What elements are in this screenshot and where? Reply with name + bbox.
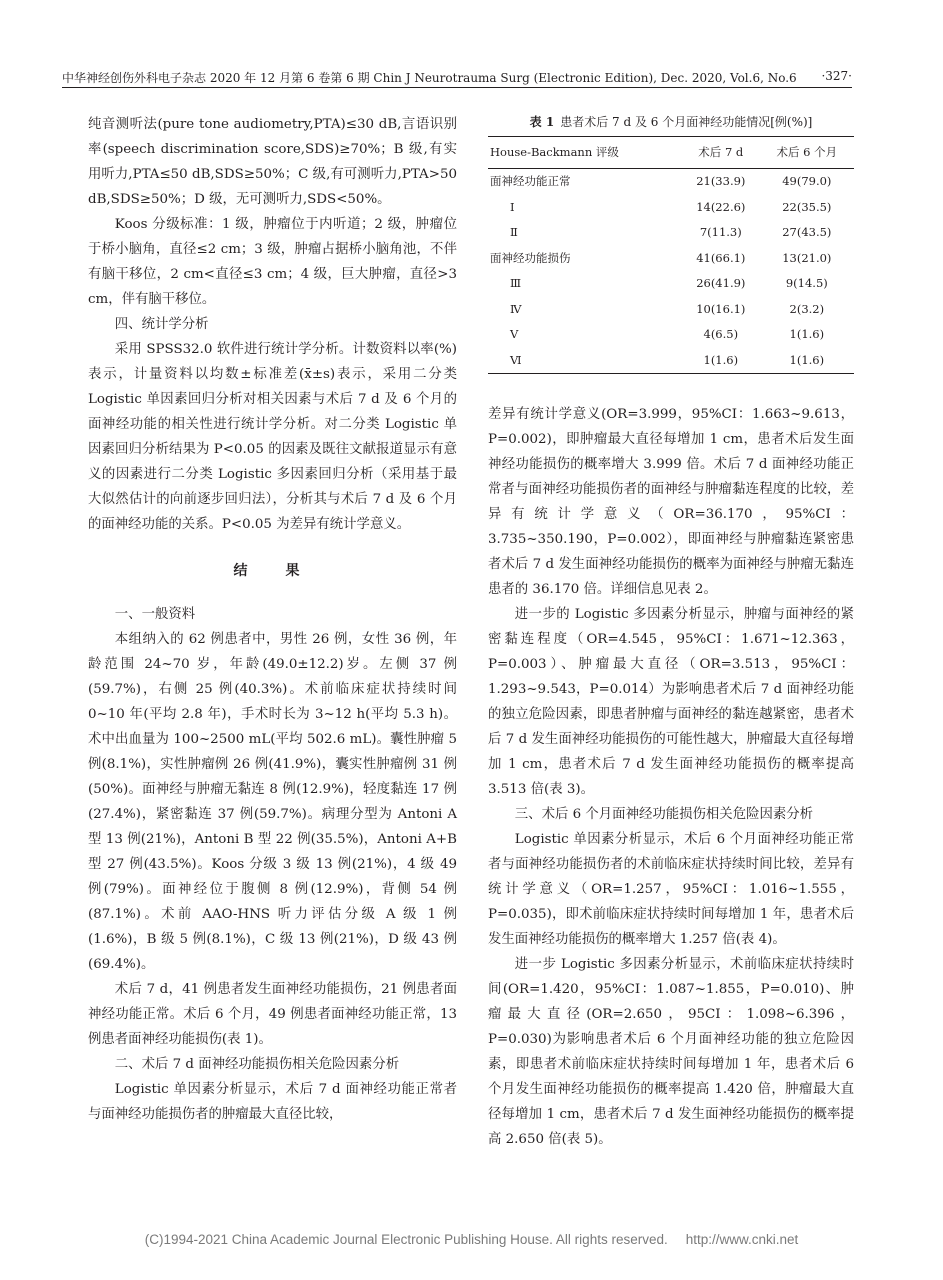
table-cell: 14(22.6) [696,199,746,214]
table-row [488,195,854,221]
right-column [488,112,854,1152]
table-cell: 41(66.1) [696,250,746,265]
table-cell: 26(41.9) [696,276,746,291]
table-label: 表 1 [529,115,555,129]
table-row [488,297,854,323]
table-header-row [488,137,854,169]
table-spacer [488,374,854,402]
table-cell: 21(33.9) [696,174,746,189]
table-cell: Ⅱ [510,225,518,240]
general-paragraph: 本组纳入的 62 例患者中，男性 26 例，女性 36 例，年龄范围 24~70 岁，年龄(49.0±12.2)岁。左侧 37 例(59.7%)，右侧 25 例(40.3%)。术前临床症状持续时间 0~10 年(平均 2.8 年)，手术时长为 3~12 h(平均 5.3 h)。术中出血量为 100~2500 mL(平均 502.6 mL)。囊性肿瘤 5 例(8.1%)，实性肿瘤例 26 例(41.9%)，囊实性肿瘤例 31 例 (50%)。面神经与肿瘤无黏连 8 例(12.9%)，轻度黏连 17 例 (27.4%)，紧密黏连 37 例(59.7%)。病理分型为 Antoni A 型 13 例(21%)，Antoni B 型 22 例(35.5%)，Antoni A+B 型 27 例(43.5%)。Koos 分级 3 级 13 例(21%)，4 级 49 例(79%)。面神经位于腹侧 8 例(12.9%)，背侧 54 例(87.1%)。术前 AAO-HNS 听力评估分级 A 级 1 例(1.6%)，B 级 5 例(8.1%)，C 级 13 例(21%)，D 级 43 例(69.4%)。 [88,632,457,972]
table-cell: Ⅲ [510,276,522,291]
table-cell: Ⅵ [488,348,682,374]
risk-6m-heading: 三、术后 6 个月面神经功能损伤相关危险因素分析 [514,807,814,822]
table-cell: 27(43.5) [782,225,832,240]
table-cell: Ⅳ [510,301,522,316]
copyright-text: (C)1994-2021 China Academic Journal Electronic Publishing House. All rights reserved. [144,1232,668,1247]
table-header: 术后 6 个月 [760,137,854,169]
table-row [488,271,854,297]
results-heading: 结 果 [233,563,312,579]
running-header [62,66,852,88]
table-cell: 9(14.5) [785,276,828,291]
table-title: 患者术后 7 d 及 6 个月面神经功能情况[例(%)] [560,115,813,129]
table-cell: 10(16.1) [696,301,746,316]
koos-paragraph: Koos 分级标准：1 级，肿瘤位于内听道；2 级，肿瘤位于桥小脑角，直径≤2 cm；3 级，肿瘤占据桥小脑角池，不伴有脑干移位，2 cm<直径≤3 cm；4 级，巨大肿瘤，直径>3 cm，伴有脑干移位。 [88,217,457,307]
table-row [488,348,854,374]
table-header: 术后 7 d [682,137,760,169]
hearing-grade-paragraph: 纯音测听法(pure tone audiometry,PTA)≤30 dB,言语识别率(speech discrimination score,SDS)≥70%；B 级,有实用听力,PTA≤50 dB,SDS≥50%；C 级,有可测听力,PTA>50 dB,SDS≥50%；D 级，无可测听力,SDS<50%。 [88,117,457,207]
table-cell: Ⅴ [510,327,519,342]
page-number: ·327· [821,69,852,83]
table-cell: Ⅰ [510,199,515,214]
header-rule [62,87,852,88]
facial-function-table [488,136,854,374]
table-cell: 1(1.6) [760,348,854,374]
univariate-6m-paragraph: Logistic 单因素分析显示，术后 6 个月面神经功能正常者与面神经功能损伤者的术前临床症状持续时间比较，差异有统计学意义（OR=1.257，95%CI：1.016~1.555，P=0.035)，即术前临床症状持续时间每增加 1 年，患者术后发生面神经功能损伤的概率增大 1.257 倍(表 4)。 [488,832,854,947]
table-row [488,246,854,272]
stats-heading: 四、统计学分析 [114,317,209,332]
table-cell: 2(3.2) [789,301,825,316]
table-cell: 1(1.6) [789,327,825,342]
table-cell: 13(21.0) [782,250,832,265]
table-header: House-Backmann 评级 [488,137,682,169]
table-row [488,322,854,348]
table-row [488,220,854,246]
multivariate-6m-paragraph: 进一步 Logistic 多因素分析显示，术前临床症状持续时间(OR=1.420，95%CI：1.087~1.855，P=0.010)、肿瘤最大直径(OR=2.650，95CI：1.098~6.396，P=0.030)为影响患者术后 6 个月面神经功能的独立危险因素，即患者术前临床症状持续时间每增加 1 年，患者术后 6 个月发生面神经功能损伤的概率提高 1.420 倍，肿瘤最大直径每增加 1 cm，患者术后 7 d 发生面神经功能损伤的概率提高 2.650 倍(表 5)。 [488,957,854,1147]
general-heading: 一、一般资料 [114,607,196,622]
journal-citation: 中华神经创伤外科电子杂志 2020 年 12 月第 6 卷第 6 期 Chin J Neurotrauma Surg (Electronic Edition), Dec. 2020, Vol.6, No.6 [62,71,797,85]
multivariate-7d-paragraph: 进一步的 Logistic 多因素分析显示，肿瘤与面神经的紧密黏连程度（OR=4.545，95%CI：1.671~12.363，P=0.003）、肿瘤最大直径（OR=3.513，95%CI：1.293~9.543，P=0.014）为影响患者术后 7 d 面神经功能的独立危险因素，即患者肿瘤与面神经的黏连越紧密，患者术后 7 d 发生面神经功能损伤的可能性越大，肿瘤最大直径每增加 1 cm，患者术后 7 d 发生面神经功能损伤的概率提高 3.513 倍(表 3)。 [488,607,854,797]
table-cell: 面神经功能损伤 [490,250,571,265]
risk-7d-paragraph: Logistic 单因素分析显示，术后 7 d 面神经功能正常者与面神经功能损伤者的肿瘤最大直径比较， [88,1082,457,1122]
table-cell: 49(79.0) [782,174,832,189]
risk-7d-heading: 二、术后 7 d 面神经功能损伤相关危险因素分析 [114,1057,400,1072]
stats-paragraph: 采用 SPSS32.0 软件进行统计学分析。计数资料以率(%)表示，计量资料以均数±标准差(x̄±s)表示，采用二分类 Logistic 单因素回归分析对相关因素与术后 7 d 及 6 个月的面神经功能的相关性进行统计学分析。对二分类 Logistic 单因素回归分析结果为 P<0.05 的因素及既往文献报道显示有意义的因素进行二分类 Logistic 多因素回归分析（采用基于最大似然估计的向前逐步回归法），分析其与术后 7 d 及 6 个月的面神经功能的关系。P<0.05 为差异有统计学意义。 [88,342,457,532]
table-cell: 7(11.3) [699,225,742,240]
risk-7d-continued-paragraph: 差异有统计学意义(OR=3.999，95%CI：1.663~9.613，P=0.002)，即肿瘤最大直径每增加 1 cm，患者术后发生面神经功能损伤的概率增大 3.999 倍。术后 7 d 面神经功能正常者与面神经功能损伤者的面神经与肿瘤黏连程度的比较，差异有统计学意义（OR=36.170，95%CI：3.735~350.190，P=0.002），即面神经与肿瘤黏连紧密患者术后 7 d 发生面神经功能损伤的概率为面神经与肿瘤无黏连患者的 36.170 倍。详细信息见表 2。 [488,407,854,597]
copyright-footer [0,1232,943,1247]
table-row [488,169,854,195]
postop-paragraph: 术后 7 d，41 例患者发生面神经功能损伤，21 例患者面神经功能正常。术后 6 个月，49 例患者面神经功能正常，13 例患者面神经功能损伤(表 1)。 [88,982,457,1047]
table-cell: 面神经功能正常 [490,174,571,189]
table-cell: 1(1.6) [682,348,760,374]
left-column [88,112,457,1127]
cnki-link[interactable]: http://www.cnki.net [685,1232,799,1247]
table-cell: 22(35.5) [782,199,832,214]
table-caption [488,112,854,132]
table-cell: 4(6.5) [703,327,739,342]
